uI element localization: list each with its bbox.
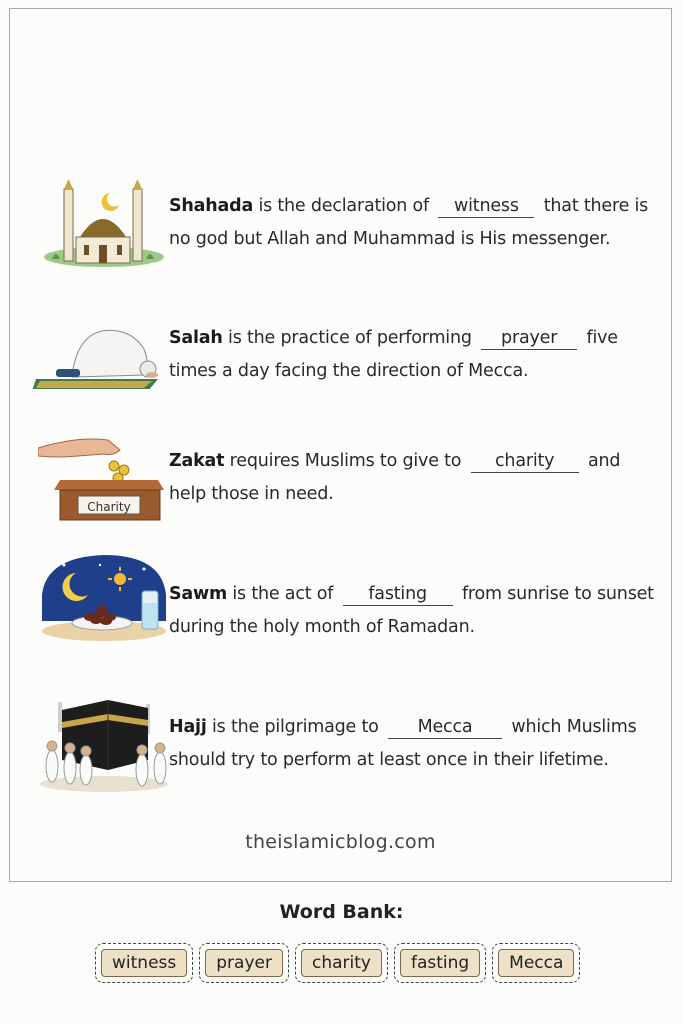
word-label: prayer bbox=[205, 949, 283, 977]
answer-blank[interactable]: fasting bbox=[343, 583, 453, 606]
text-after: which Muslims should try to perform at least once in their lifetime. bbox=[169, 717, 637, 770]
term: Hajj bbox=[169, 717, 207, 737]
charity-box-label: Charity bbox=[87, 500, 131, 514]
item-text bbox=[169, 190, 659, 256]
prayer-icon bbox=[32, 319, 166, 389]
word-label: charity bbox=[301, 949, 382, 977]
word-bank bbox=[95, 943, 615, 983]
text-before: is the pilgrimage to bbox=[206, 717, 384, 737]
term: Salah bbox=[169, 328, 223, 348]
text-after: and help those in need. bbox=[169, 451, 621, 504]
text-after: from sunrise to sunset during the holy month of Ramadan. bbox=[169, 584, 654, 637]
word-chip-mecca[interactable] bbox=[492, 943, 580, 983]
text-before: is the practice of performing bbox=[222, 328, 478, 348]
answer-blank[interactable]: prayer bbox=[481, 327, 577, 350]
word-label: witness bbox=[101, 949, 187, 977]
word-label: Mecca bbox=[498, 949, 574, 977]
word-bank-title: Word Bank: bbox=[279, 901, 404, 923]
text-before: is the act of bbox=[227, 584, 339, 604]
text-after: that there is no god but Allah and Muhammad is His messenger. bbox=[169, 196, 649, 249]
mosque-icon bbox=[42, 179, 164, 271]
term: Shahada bbox=[169, 196, 254, 216]
text-after: five times a day facing the direction of Mecca. bbox=[169, 328, 618, 381]
answer-blank[interactable]: witness bbox=[438, 195, 534, 218]
ramadan-meal-icon bbox=[40, 551, 168, 643]
word-chip-fasting[interactable] bbox=[394, 943, 486, 983]
item-text bbox=[169, 322, 659, 388]
footer-url: theislamicblog.com bbox=[245, 831, 436, 853]
term: Zakat bbox=[169, 451, 225, 471]
word-label: fasting bbox=[400, 949, 480, 977]
answer-blank[interactable]: charity bbox=[471, 450, 579, 473]
item-text bbox=[169, 578, 659, 644]
word-chip-witness[interactable] bbox=[95, 943, 193, 983]
item-text bbox=[169, 711, 659, 777]
kaaba-icon bbox=[38, 694, 168, 794]
term: Sawm bbox=[169, 584, 228, 604]
answer-blank[interactable]: Mecca bbox=[388, 716, 502, 739]
text-before: is the declaration of bbox=[253, 196, 435, 216]
word-chip-prayer[interactable] bbox=[199, 943, 289, 983]
text-before: requires Muslims to give to bbox=[224, 451, 467, 471]
word-chip-charity[interactable] bbox=[295, 943, 388, 983]
item-text bbox=[169, 445, 659, 511]
worksheet-frame bbox=[9, 8, 672, 882]
